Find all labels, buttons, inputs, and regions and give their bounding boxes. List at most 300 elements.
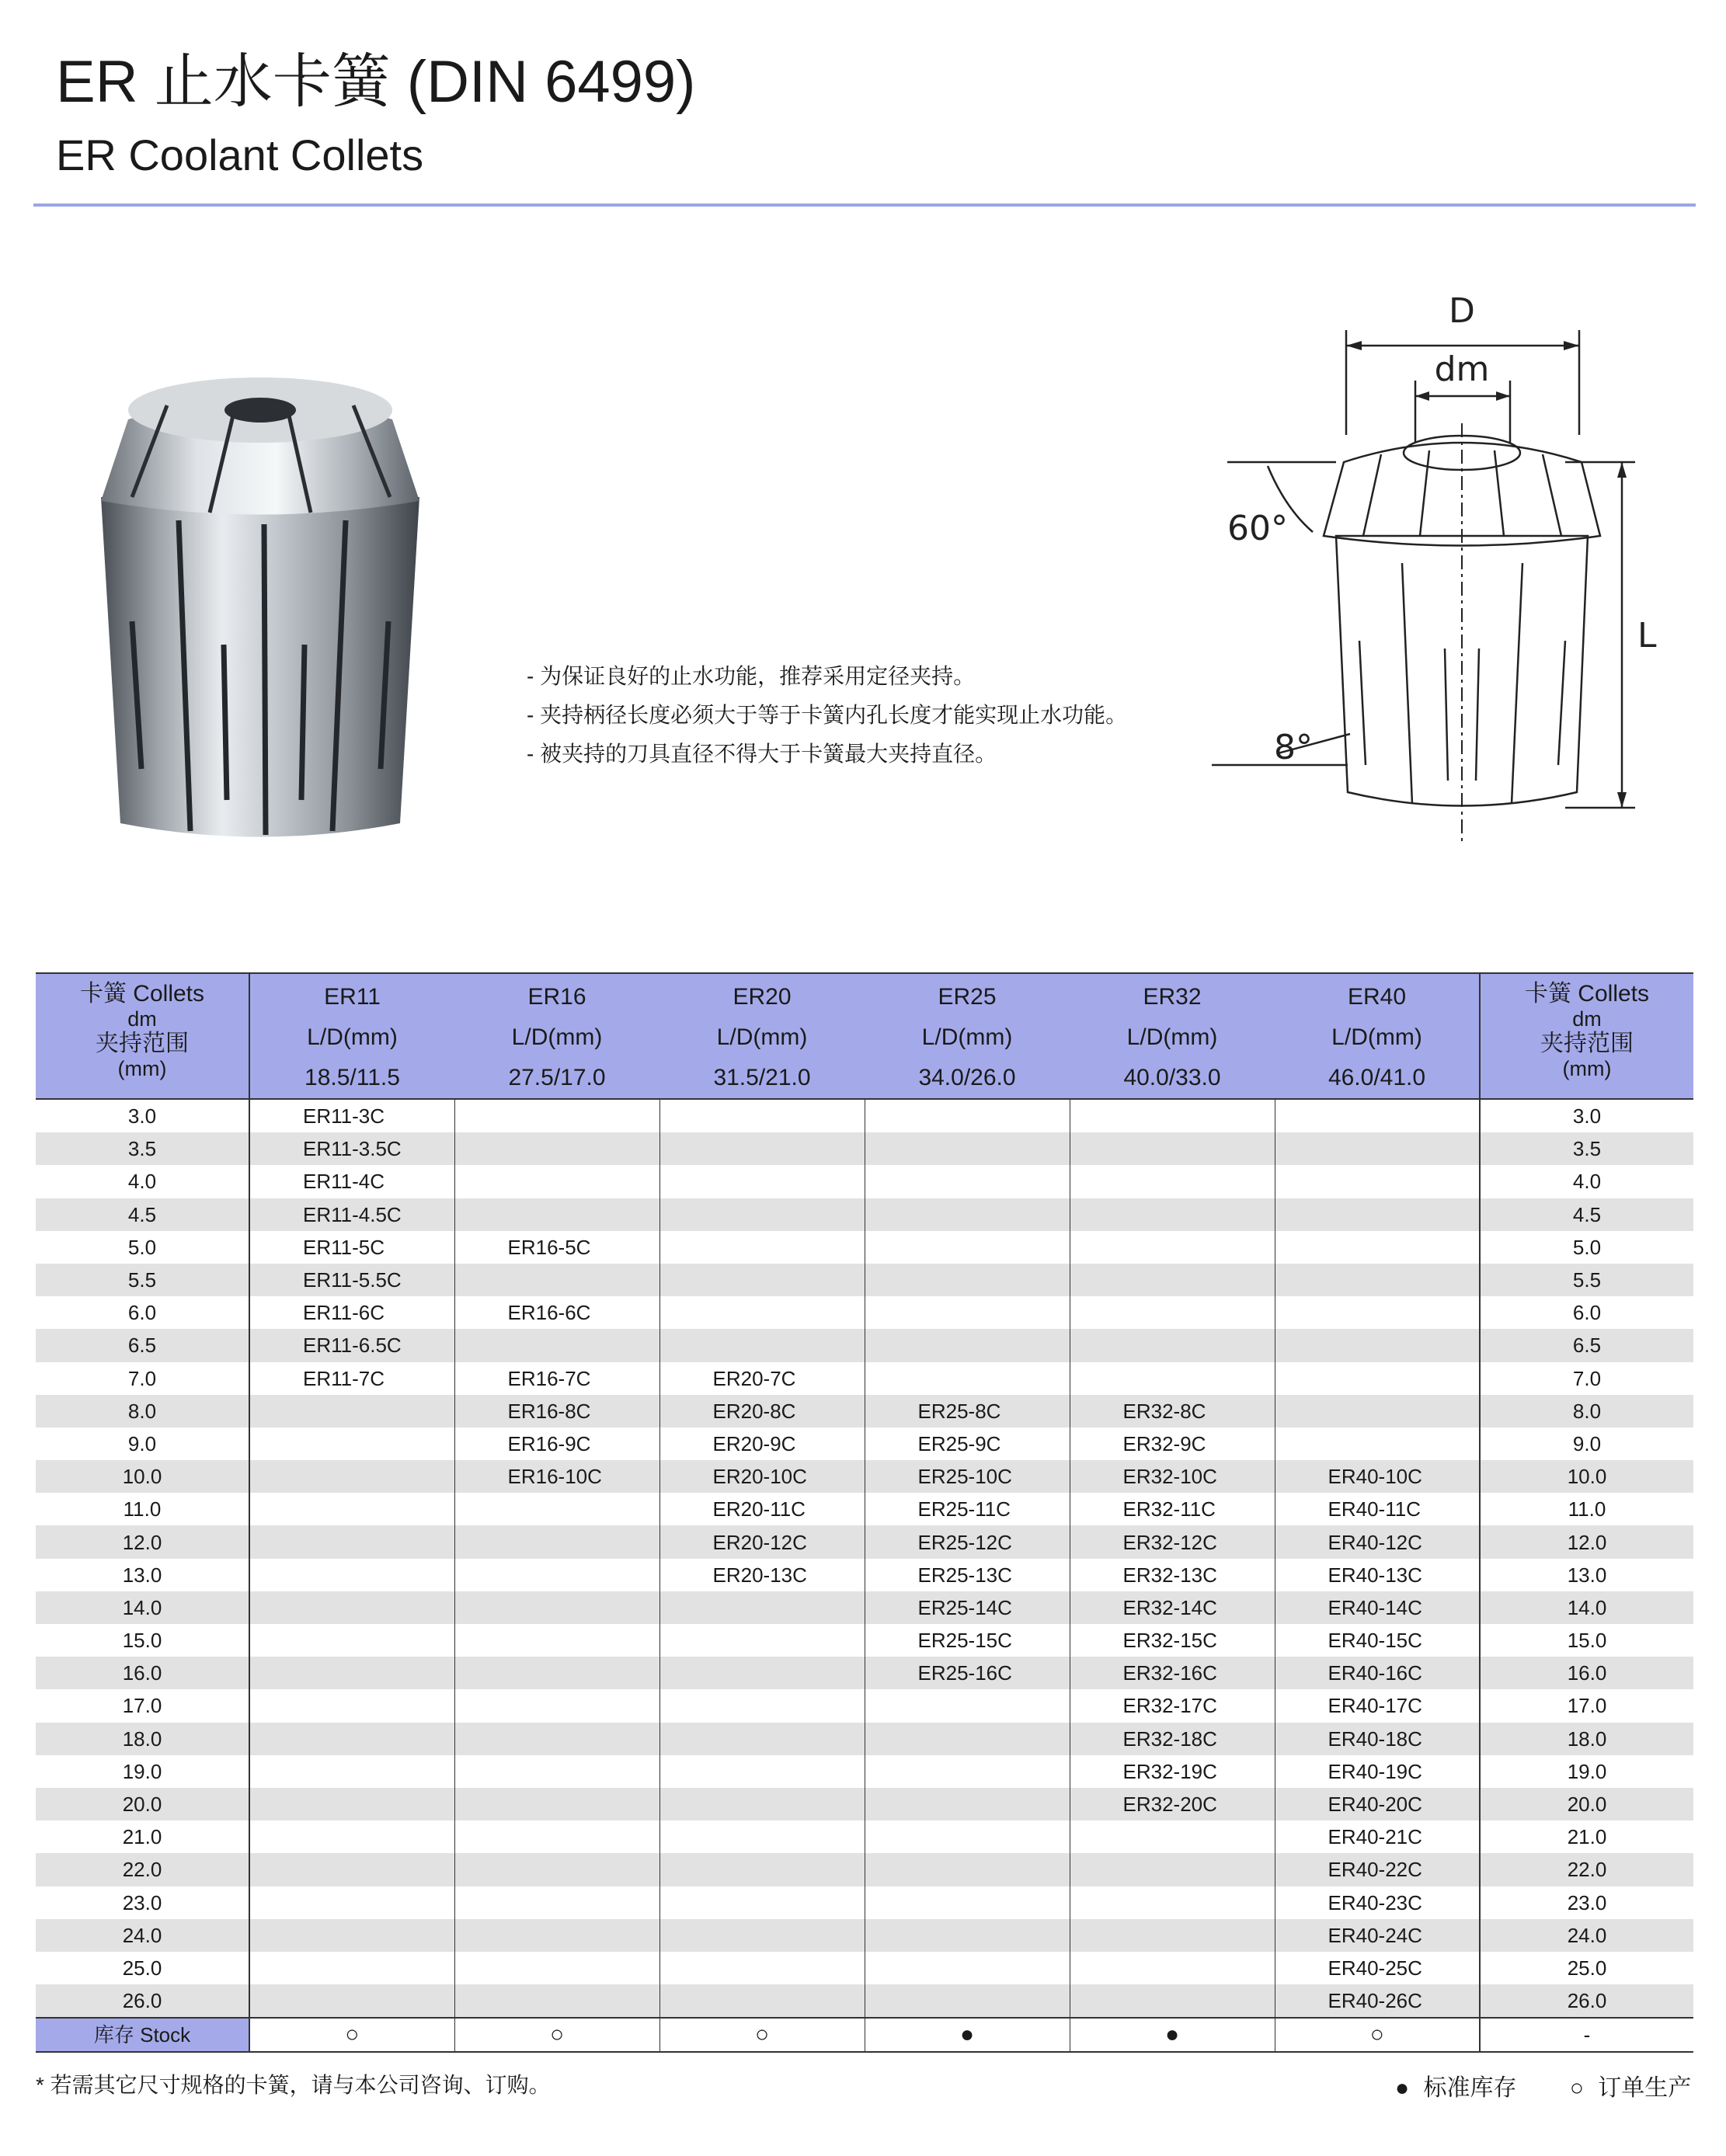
- dm-cell-left: 15.0: [36, 1624, 249, 1657]
- dim-L-label: L: [1637, 616, 1657, 655]
- table-row: [36, 1296, 1693, 1329]
- dm-cell-left: 20.0: [36, 1788, 249, 1820]
- collet-cell: [249, 1984, 454, 2018]
- collet-cell: [865, 1984, 1070, 2018]
- table-row: [36, 1165, 1693, 1198]
- table-row: [36, 1853, 1693, 1886]
- collet-cell: [659, 1231, 865, 1264]
- collet-cell: [454, 1886, 659, 1919]
- collet-cell: ER11-4C: [249, 1165, 454, 1198]
- collet-cell: [249, 1853, 454, 1886]
- collet-cell: ER20-9C: [659, 1427, 865, 1460]
- dm-cell-right: 12.0: [1480, 1525, 1693, 1558]
- collet-cell: ER25-15C: [865, 1624, 1070, 1657]
- dm-cell-right: 13.0: [1480, 1559, 1693, 1591]
- collet-cell: [454, 1329, 659, 1361]
- dm-cell-left: 10.0: [36, 1460, 249, 1493]
- collet-cell: ER40-26C: [1275, 1984, 1480, 2018]
- collet-cell: [249, 1493, 454, 1525]
- collet-cell: [249, 1755, 454, 1788]
- table-row: [36, 1132, 1693, 1165]
- collet-cell: [454, 1952, 659, 1984]
- collet-cell: ER32-10C: [1070, 1460, 1275, 1493]
- column-name: ER20: [733, 984, 792, 1010]
- collet-cell: ER40-25C: [1328, 1956, 1422, 1980]
- collet-cell: ER16-8C: [454, 1395, 659, 1427]
- header-line: 夹持范围: [1540, 1031, 1634, 1056]
- collet-cell: ER32-13C: [1070, 1559, 1275, 1591]
- dm-cell-left: 12.0: [36, 1525, 249, 1558]
- collet-cell: [1070, 1198, 1275, 1231]
- header-er20: [659, 973, 865, 1099]
- collet-cell: [659, 1689, 865, 1722]
- collet-cell: [659, 1952, 865, 1984]
- column-name: ER40: [1347, 984, 1407, 1010]
- collet-cell: [249, 1886, 454, 1919]
- header-line: (mm): [117, 1057, 167, 1080]
- dm-cell-left: 11.0: [36, 1493, 249, 1525]
- collet-cell: ER25-9C: [865, 1427, 1070, 1460]
- dm-cell-left: 24.0: [36, 1919, 249, 1952]
- table-row: [36, 1689, 1693, 1722]
- stock-legend: [1395, 2068, 1691, 2102]
- collet-cell: [1275, 1165, 1480, 1198]
- header-line: dm: [1572, 1007, 1602, 1031]
- collet-cell: ER32-18C: [1070, 1723, 1275, 1755]
- column-name: ER16: [527, 984, 586, 1010]
- stock-symbol-er32: ●: [1070, 2018, 1275, 2052]
- collet-cell: ER16-6C: [454, 1296, 659, 1329]
- collet-cell: [454, 1493, 659, 1525]
- stock-symbol-er16: ○: [454, 2018, 659, 2052]
- collet-cell: [659, 1657, 865, 1689]
- dm-cell-right: 6.5: [1480, 1329, 1693, 1361]
- dm-cell-left: 6.5: [36, 1329, 249, 1361]
- dm-cell-left: 3.5: [36, 1132, 249, 1165]
- collet-cell: ER32-17C: [1070, 1689, 1275, 1722]
- dm-cell-right: 15.0: [1480, 1624, 1693, 1657]
- dm-cell-right: 7.0: [1480, 1362, 1693, 1395]
- table-row: [36, 1820, 1693, 1853]
- stock-right: -: [1480, 2018, 1693, 2052]
- collet-cell: [249, 1657, 454, 1689]
- header-er25: [865, 973, 1070, 1099]
- table-row: [36, 1952, 1693, 1984]
- note-line: - 被夹持的刀具直径不得大于卡簧最大夹持直径。: [527, 742, 997, 766]
- collet-cell: [865, 1099, 1070, 1132]
- collet-cell: [454, 1820, 659, 1853]
- order-legend-symbol: ○: [1569, 2075, 1584, 2101]
- collet-cell: [865, 1820, 1070, 1853]
- page-title: ER 止水卡簧 (DIN 6499): [56, 49, 696, 115]
- stock-symbol-er25: ●: [865, 2018, 1070, 2052]
- collet-cell: ER40-19C: [1328, 1759, 1422, 1783]
- collet-cell: ER11-6.5C: [249, 1329, 454, 1361]
- collet-cell: [249, 1689, 454, 1722]
- collet-cell: [1070, 1099, 1275, 1132]
- dm-cell-right: 22.0: [1480, 1853, 1693, 1886]
- collet-cell: [454, 1559, 659, 1591]
- collet-cell: [249, 1591, 454, 1624]
- dm-cell-right: 21.0: [1480, 1820, 1693, 1853]
- column-ld-label: L/D(mm): [307, 1024, 398, 1050]
- dm-cell-right: 26.0: [1480, 1984, 1693, 2018]
- column-ld-label: L/D(mm): [1126, 1024, 1218, 1050]
- dm-cell-right: 3.5: [1480, 1132, 1693, 1165]
- collet-cell: [1275, 1231, 1480, 1264]
- dm-cell-right: 18.0: [1480, 1723, 1693, 1755]
- collet-cell: [1070, 1329, 1275, 1361]
- table-row: [36, 1657, 1693, 1689]
- collet-cell: ER20-12C: [659, 1525, 865, 1558]
- column-ld-value: 34.0/26.0: [918, 1065, 1016, 1090]
- collet-cell: [454, 1132, 659, 1165]
- footnote: * 若需其它尺寸规格的卡簧，请与本公司咨询、订购。: [36, 2073, 551, 2097]
- collet-cell: [865, 1329, 1070, 1361]
- dm-cell-right: 19.0: [1480, 1755, 1693, 1788]
- collet-cell: ER25-11C: [865, 1493, 1070, 1525]
- dm-cell-right: 10.0: [1480, 1460, 1693, 1493]
- collet-cell: ER16-7C: [454, 1362, 659, 1395]
- header-dm-left: [36, 973, 249, 1099]
- collet-cell: ER11-5C: [249, 1231, 454, 1264]
- dim-D-label: D: [1449, 291, 1475, 331]
- collet-cell: [865, 1886, 1070, 1919]
- collet-cell: [865, 1723, 1070, 1755]
- collet-cell: [454, 1525, 659, 1558]
- collet-cell: [865, 1132, 1070, 1165]
- dm-cell-left: 13.0: [36, 1559, 249, 1591]
- collet-cell: [865, 1755, 1070, 1788]
- stock-label: 库存 Stock: [36, 2018, 249, 2052]
- column-ld-value: 40.0/33.0: [1123, 1065, 1221, 1090]
- collet-cell: [865, 1165, 1070, 1198]
- collet-cell: ER20-10C: [659, 1460, 865, 1493]
- collet-cell: ER32-8C: [1070, 1395, 1275, 1427]
- collet-cell: ER40-12C: [1275, 1525, 1480, 1558]
- collet-cell: [1275, 1198, 1480, 1231]
- angle-60-label: 60°: [1227, 509, 1288, 548]
- collet-cell: [1070, 1231, 1275, 1264]
- collet-cell: [659, 1329, 865, 1361]
- collet-cell: [249, 1820, 454, 1853]
- collet-cell: [865, 1362, 1070, 1395]
- table-row: [36, 1362, 1693, 1395]
- column-ld-value: 31.5/21.0: [713, 1065, 811, 1090]
- collet-cell: ER40-14C: [1275, 1591, 1480, 1624]
- table-row: [36, 1264, 1693, 1296]
- dm-cell-right: 17.0: [1480, 1689, 1693, 1722]
- collet-cell: [1275, 1362, 1480, 1395]
- stock-symbol-er40: ○: [1275, 2018, 1480, 2052]
- collet-cell: [454, 1591, 659, 1624]
- note-line: - 为保证良好的止水功能，推荐采用定径夹持。: [527, 664, 976, 688]
- dm-cell-right: 16.0: [1480, 1657, 1693, 1689]
- collet-cell: [454, 1657, 659, 1689]
- dm-cell-left: 6.0: [36, 1296, 249, 1329]
- dm-cell-right: 8.0: [1480, 1395, 1693, 1427]
- title-divider: [33, 203, 1696, 207]
- collet-cell: [249, 1624, 454, 1657]
- collet-cell: [249, 1919, 454, 1952]
- dm-cell-left: 14.0: [36, 1591, 249, 1624]
- collet-cell: [454, 1723, 659, 1755]
- header-line: dm: [127, 1007, 157, 1031]
- collet-cell: [865, 1788, 1070, 1820]
- collet-cell: [454, 1984, 659, 2018]
- collet-cell: ER11-6C: [249, 1296, 454, 1329]
- stock-row: [36, 2018, 1693, 2052]
- collet-cell: ER40-13C: [1328, 1563, 1422, 1587]
- collet-cell: ER20-13C: [659, 1559, 865, 1591]
- collet-cell: [249, 1559, 454, 1591]
- dm-cell-right: 20.0: [1480, 1788, 1693, 1820]
- collet-cell: [865, 1231, 1070, 1264]
- dm-cell-left: 17.0: [36, 1689, 249, 1722]
- collet-cell: [1070, 1362, 1275, 1395]
- collet-cell: [1070, 1853, 1275, 1886]
- dm-cell-left: 4.5: [36, 1198, 249, 1231]
- header-er32: [1070, 973, 1275, 1099]
- column-ld-value: 18.5/11.5: [304, 1065, 400, 1090]
- dm-cell-left: 8.0: [36, 1395, 249, 1427]
- table-row: [36, 1231, 1693, 1264]
- collet-cell: ER25-14C: [865, 1591, 1070, 1624]
- collet-cell: ER40-17C: [1328, 1694, 1422, 1718]
- collet-photo: [85, 365, 435, 847]
- usage-notes: [527, 657, 1127, 774]
- collet-cell: [1070, 1264, 1275, 1296]
- page-subtitle: ER Coolant Collets: [56, 130, 424, 179]
- dm-cell-right: 25.0: [1480, 1952, 1693, 1984]
- column-ld-value: 46.0/41.0: [1328, 1065, 1426, 1090]
- collet-cell: [659, 1755, 865, 1788]
- collet-spec-table: [36, 972, 1693, 2053]
- table-row: [36, 1723, 1693, 1755]
- column-ld-label: L/D(mm): [511, 1024, 603, 1050]
- collet-cell: ER32-11C: [1070, 1493, 1275, 1525]
- table-row: [36, 1395, 1693, 1427]
- collet-cell: [454, 1165, 659, 1198]
- column-name: ER25: [938, 984, 997, 1010]
- collet-cell: [454, 1198, 659, 1231]
- dm-cell-left: 22.0: [36, 1853, 249, 1886]
- header-line: 卡簧 Collets: [79, 981, 205, 1007]
- dm-cell-left: 16.0: [36, 1657, 249, 1689]
- column-ld-label: L/D(mm): [1331, 1024, 1422, 1050]
- header-line: (mm): [1562, 1057, 1612, 1080]
- collet-cell: [659, 1296, 865, 1329]
- angle-8-label: 8°: [1274, 728, 1313, 767]
- collet-cell: ER32-9C: [1070, 1427, 1275, 1460]
- collet-dimension-drawing: [1212, 291, 1657, 858]
- dm-cell-left: 3.0: [36, 1099, 249, 1132]
- collet-cell: [454, 1755, 659, 1788]
- dm-cell-right: 4.0: [1480, 1165, 1693, 1198]
- collet-cell: [249, 1952, 454, 1984]
- collet-cell: [454, 1689, 659, 1722]
- dm-cell-right: 6.0: [1480, 1296, 1693, 1329]
- collet-cell: [249, 1460, 454, 1493]
- collet-cell: ER20-8C: [659, 1395, 865, 1427]
- collet-cell: [454, 1264, 659, 1296]
- table-row: [36, 1886, 1693, 1919]
- table-row: [36, 1493, 1693, 1525]
- collet-cell: [249, 1395, 454, 1427]
- stock-symbol-er20: ○: [659, 2018, 865, 2052]
- collet-cell: [659, 1820, 865, 1853]
- table-row: [36, 1984, 1693, 2018]
- table-row: [36, 1559, 1693, 1591]
- header-line: 卡簧 Collets: [1524, 981, 1650, 1007]
- collet-cell: [1275, 1099, 1480, 1132]
- collet-cell: [1070, 1952, 1275, 1984]
- collet-cell: [1275, 1296, 1480, 1329]
- collet-cell: [1070, 1919, 1275, 1952]
- stock-legend-label: 标准库存: [1423, 2075, 1517, 2101]
- collet-cell: ER40-23C: [1328, 1890, 1422, 1914]
- column-ld-label: L/D(mm): [716, 1024, 808, 1050]
- spec-table-body: [36, 1099, 1693, 2052]
- collet-cell: [1070, 1296, 1275, 1329]
- dm-cell-right: 14.0: [1480, 1591, 1693, 1624]
- collet-cell: [1275, 1132, 1480, 1165]
- collet-cell: ER32-20C: [1070, 1788, 1275, 1820]
- table-row: [36, 1591, 1693, 1624]
- collet-cell: ER40-15C: [1328, 1629, 1422, 1653]
- collet-cell: [454, 1853, 659, 1886]
- collet-cell: [659, 1165, 865, 1198]
- collet-cell: ER11-7C: [249, 1362, 454, 1395]
- collet-cell: [454, 1919, 659, 1952]
- collet-cell: ER11-3.5C: [249, 1132, 454, 1165]
- collet-cell: ER40-22C: [1275, 1853, 1480, 1886]
- collet-cell: [1070, 1132, 1275, 1165]
- collet-cell: [249, 1723, 454, 1755]
- collet-cell: ER32-15C: [1070, 1624, 1275, 1657]
- column-ld-label: L/D(mm): [921, 1024, 1013, 1050]
- dm-cell-left: 9.0: [36, 1427, 249, 1460]
- collet-cell: ER40-24C: [1275, 1919, 1480, 1952]
- collet-cell: [659, 1723, 865, 1755]
- collet-cell: [865, 1264, 1070, 1296]
- collet-cell: ER16-5C: [454, 1231, 659, 1264]
- dm-cell-right: 5.0: [1480, 1231, 1693, 1264]
- collet-cell: [1275, 1395, 1480, 1427]
- collet-cell: [865, 1952, 1070, 1984]
- collet-cell: ER40-20C: [1275, 1788, 1480, 1820]
- collet-cell: ER32-16C: [1070, 1657, 1275, 1689]
- collet-cell: [659, 1099, 865, 1132]
- collet-cell: [1070, 1165, 1275, 1198]
- dm-cell-right: 3.0: [1480, 1099, 1693, 1132]
- stock-legend-symbol: ●: [1395, 2075, 1410, 2101]
- table-row: [36, 1919, 1693, 1952]
- collet-cell: ER25-16C: [865, 1657, 1070, 1689]
- dm-cell-left: 4.0: [36, 1165, 249, 1198]
- collet-cell: [659, 1132, 865, 1165]
- collet-cell: [865, 1689, 1070, 1722]
- collet-cell: [659, 1853, 865, 1886]
- collet-cell: ER25-8C: [865, 1395, 1070, 1427]
- collet-cell: ER16-9C: [454, 1427, 659, 1460]
- dm-cell-right: 9.0: [1480, 1427, 1693, 1460]
- collet-cell: [1275, 1427, 1480, 1460]
- collet-cell: [659, 1788, 865, 1820]
- collet-cell: ER11-3C: [249, 1099, 454, 1132]
- collet-cell: ER11-5.5C: [249, 1264, 454, 1296]
- header-er11: [249, 973, 454, 1099]
- collet-cell: [865, 1853, 1070, 1886]
- order-legend-label: 订单生产: [1598, 2075, 1692, 2101]
- collet-cell: ER25-12C: [865, 1525, 1070, 1558]
- collet-cell: [659, 1198, 865, 1231]
- column-ld-value: 27.5/17.0: [508, 1065, 606, 1090]
- collet-cell: [659, 1984, 865, 2018]
- table-row: [36, 1329, 1693, 1361]
- collet-cell: ER25-10C: [865, 1460, 1070, 1493]
- dm-cell-right: 11.0: [1480, 1493, 1693, 1525]
- collet-cell: [659, 1264, 865, 1296]
- dm-cell-left: 18.0: [36, 1723, 249, 1755]
- collet-cell: [865, 1198, 1070, 1231]
- collet-cell: ER40-10C: [1275, 1460, 1480, 1493]
- collet-cell: [659, 1919, 865, 1952]
- collet-cell: [454, 1788, 659, 1820]
- dm-cell-left: 26.0: [36, 1984, 249, 2018]
- table-row: [36, 1099, 1693, 1132]
- header-line: 夹持范围: [96, 1031, 189, 1056]
- collet-cell: ER20-7C: [659, 1362, 865, 1395]
- collet-cell: [1275, 1264, 1480, 1296]
- table-row: [36, 1427, 1693, 1460]
- collet-cell: [1070, 1984, 1275, 2018]
- collet-cell: [249, 1427, 454, 1460]
- collet-cell: [454, 1624, 659, 1657]
- collet-cell: ER20-11C: [659, 1493, 865, 1525]
- collet-cell: [1070, 1886, 1275, 1919]
- collet-cell: [659, 1886, 865, 1919]
- table-row: [36, 1198, 1693, 1231]
- collet-cell: ER32-19C: [1070, 1755, 1275, 1788]
- collet-cell: [249, 1525, 454, 1558]
- collet-cell: [249, 1788, 454, 1820]
- collet-cell: ER11-4.5C: [249, 1198, 454, 1231]
- stock-symbol-er11: ○: [249, 2018, 454, 2052]
- collet-cell: [454, 1099, 659, 1132]
- collet-cell: ER32-12C: [1070, 1525, 1275, 1558]
- header-er16: [454, 973, 659, 1099]
- table-row: [36, 1755, 1693, 1788]
- collet-cell: ER40-11C: [1328, 1497, 1421, 1521]
- dm-cell-left: 23.0: [36, 1886, 249, 1919]
- table-row: [36, 1525, 1693, 1558]
- table-row: [36, 1624, 1693, 1657]
- collet-cell: ER40-21C: [1328, 1825, 1422, 1849]
- header-er40: [1275, 973, 1480, 1099]
- dm-cell-right: 23.0: [1480, 1886, 1693, 1919]
- collet-cell: [1275, 1329, 1480, 1361]
- dm-cell-left: 5.0: [36, 1231, 249, 1264]
- dm-cell-left: 5.5: [36, 1264, 249, 1296]
- collet-cell: [865, 1919, 1070, 1952]
- column-name: ER11: [324, 984, 381, 1010]
- note-line: - 夹持柄径长度必须大于等于卡簧内孔长度才能实现止水功能。: [527, 703, 1128, 727]
- collet-cell: ER25-13C: [865, 1559, 1070, 1591]
- dm-cell-left: 21.0: [36, 1820, 249, 1853]
- collet-cell: ER40-18C: [1275, 1723, 1480, 1755]
- dm-cell-right: 24.0: [1480, 1919, 1693, 1952]
